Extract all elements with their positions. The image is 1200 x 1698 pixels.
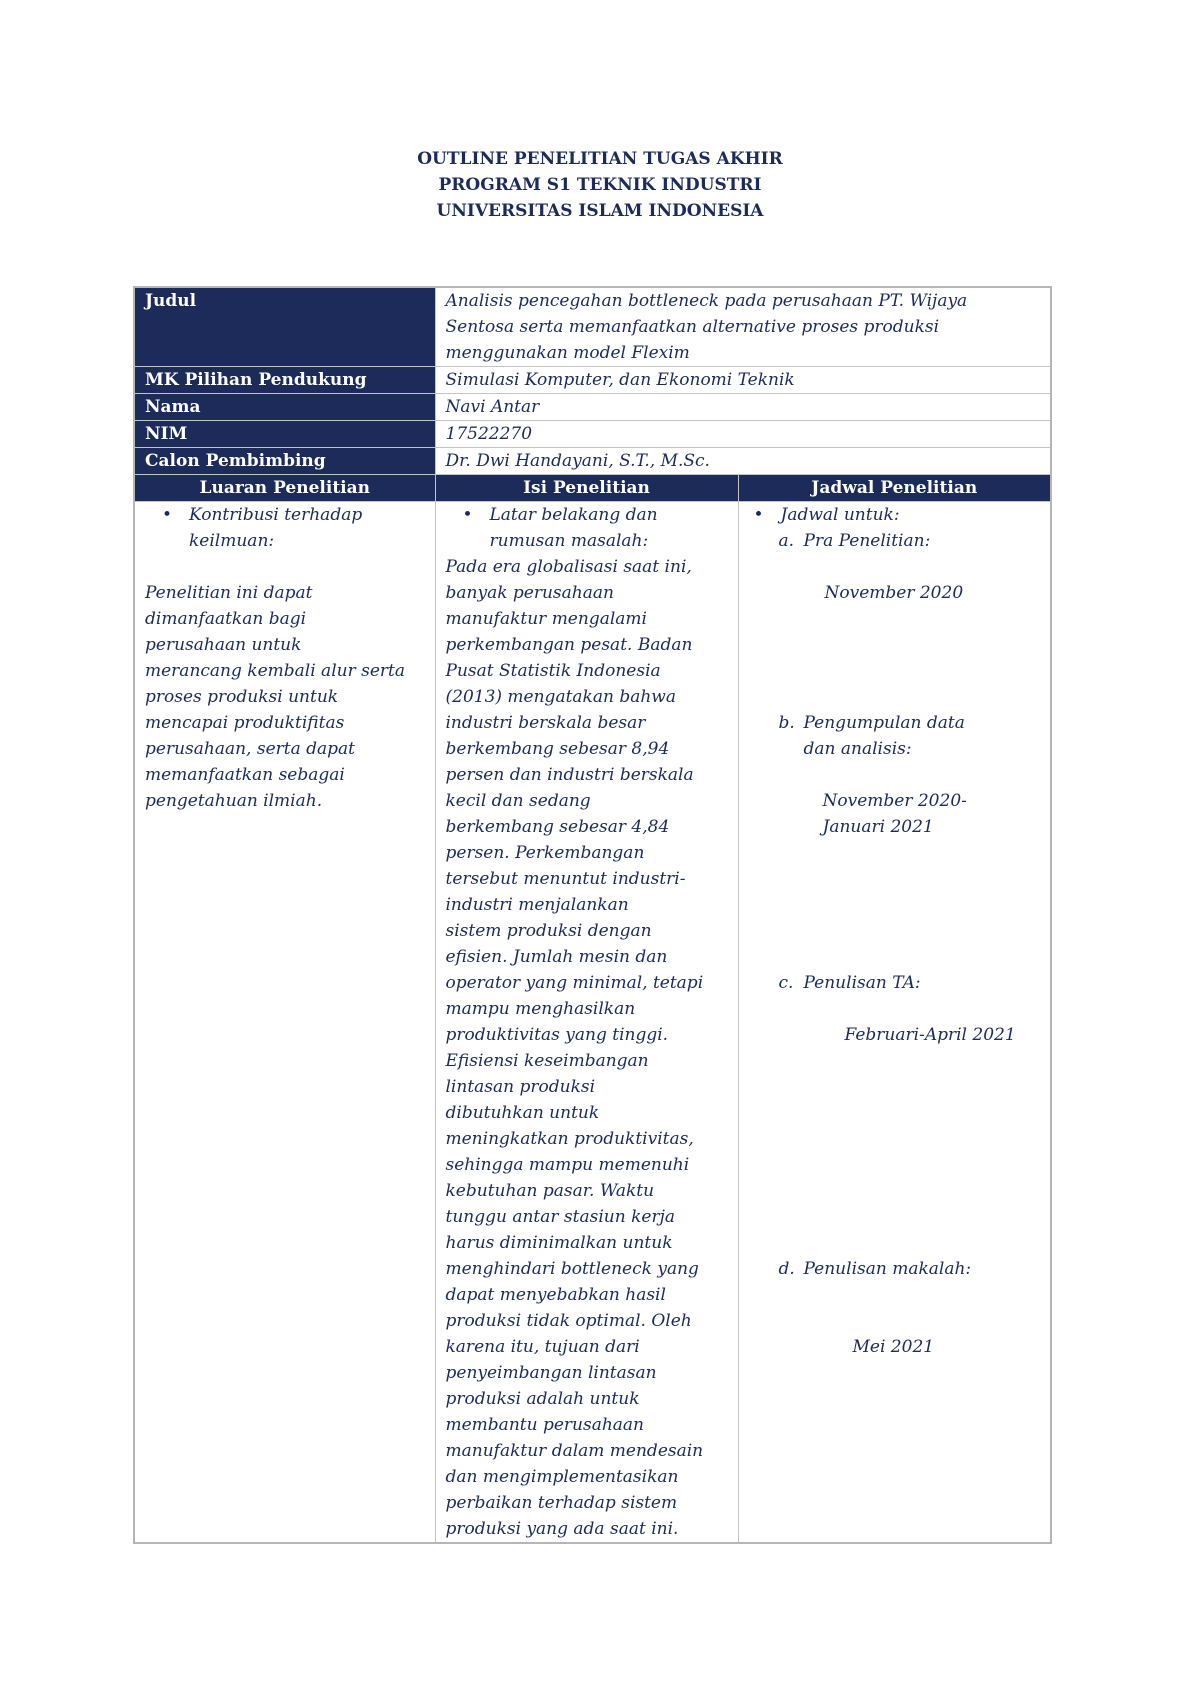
jadwal-item-a (749, 528, 1041, 606)
jadwal-item-label: Pengumpulan data dan analisis: (803, 713, 965, 759)
heading-isi: Isi Penelitian (435, 475, 738, 502)
jadwal-item-date: Februari-April 2021 (844, 1025, 1016, 1045)
cell-jadwal (738, 502, 1051, 1544)
row-pembimbing (134, 448, 1051, 475)
value-judul: Analisis pencegahan bottleneck pada perusahaan PT. Wijaya Sentosa serta memanfaatkan alternative proses produksi menggunakan model Flexim (435, 287, 1051, 367)
jadwal-item-date: November 2020- Januari 2021 (822, 791, 967, 837)
jadwal-item-date: Mei 2021 (852, 1337, 935, 1357)
value-mk: Simulasi Komputer, dan Ekonomi Teknik (435, 367, 1051, 394)
jadwal-marker: d. (778, 1259, 795, 1279)
heading-luaran: Luaran Penelitian (134, 475, 435, 502)
jadwal-item-label: Penulisan makalah: (803, 1259, 972, 1279)
jadwal-marker: b. (778, 713, 795, 733)
bullet-jadwal-text: Jadwal untuk: (780, 505, 900, 525)
label-nim: NIM (134, 421, 435, 448)
cell-luaran (134, 502, 435, 1544)
row-nama (134, 394, 1051, 421)
jadwal-item-label: Pra Penelitian: (803, 531, 931, 551)
label-pembimbing: Calon Pembimbing (134, 448, 435, 475)
title-line-2: PROGRAM S1 TEKNIK INDUSTRI (438, 175, 762, 195)
bullet-isi-text: Latar belakang dan rumusan masalah: (489, 505, 658, 551)
jadwal-item-label: Penulisan TA: (803, 973, 921, 993)
title-line-3: UNIVERSITAS ISLAM INDONESIA (436, 201, 764, 221)
jadwal-item-d (749, 1256, 1041, 1360)
outline-table (133, 286, 1052, 1544)
bullet-icon: • (161, 505, 173, 525)
row-nim (134, 421, 1051, 448)
section-header-row (134, 475, 1051, 502)
label-judul: Judul (134, 287, 435, 367)
jadwal-item-b (749, 710, 1041, 840)
jadwal-item-c (749, 970, 1041, 1048)
jadwal-item-date: November 2020 (824, 583, 964, 603)
document-title (0, 146, 1200, 224)
title-line-1: OUTLINE PENELITIAN TUGAS AKHIR (417, 149, 783, 169)
row-judul (134, 287, 1051, 367)
bullet-icon: • (462, 505, 473, 525)
value-nim: 17522270 (435, 421, 1051, 448)
bullet-luaran (145, 502, 425, 554)
row-mk (134, 367, 1051, 394)
label-mk: MK Pilihan Pendukung (134, 367, 435, 394)
value-nama: Navi Antar (435, 394, 1051, 421)
bullet-icon: • (753, 505, 764, 525)
cell-isi (435, 502, 738, 1544)
jadwal-marker: c. (778, 973, 794, 993)
value-pembimbing: Dr. Dwi Handayani, S.T., M.Sc. (435, 448, 1051, 475)
jadwal-marker: a. (778, 531, 795, 551)
isi-body: Pada era globalisasi saat ini, banyak perusahaan manufaktur mengalami perkembangan pesat. Badan Pusat Statistik Indonesia (2013) mengatakan bahwa industri berskala besar berkembang sebesar 8,94 persen dan industri berskala kecil dan sedang berkembang sebesar 4,84 persen. Perkembangan tersebut menuntut industri- industri menjalankan sistem produksi dengan efisien. Jumlah mesin dan operator yang minimal, tetapi mampu menghasilkan produktivitas yang tinggi. Efisiensi keseimbangan lintasan produksi dibutuhkan untuk meningkatkan produktivitas, sehingga mampu memenuhi kebutuhan pasar. Waktu tunggu antar stasiun kerja harus diminimalkan untuk menghindari bottleneck yang dapat menyebabkan hasil produksi tidak optimal. Oleh karena itu, tujuan dari penyeimbangan lintasan produksi adalah untuk membantu perusahaan manufaktur dalam mendesain dan mengimplementasikan perbaikan terhadap sistem produksi yang ada saat ini. (445, 557, 704, 1539)
label-nama: Nama (134, 394, 435, 421)
bullet-isi (446, 502, 728, 554)
content-row (134, 502, 1051, 1544)
luaran-body: Penelitian ini dapat dimanfaatkan bagi perusahaan untuk merancang kembali alur serta proses produksi untuk mencapai produktifitas perusahaan, serta dapat memanfaatkan sebagai pengetahuan ilmiah. (145, 583, 405, 811)
bullet-luaran-text: Kontribusi terhadap keilmuan: (189, 505, 363, 551)
heading-jadwal: Jadwal Penelitian (738, 475, 1051, 502)
bullet-jadwal (737, 502, 1041, 528)
